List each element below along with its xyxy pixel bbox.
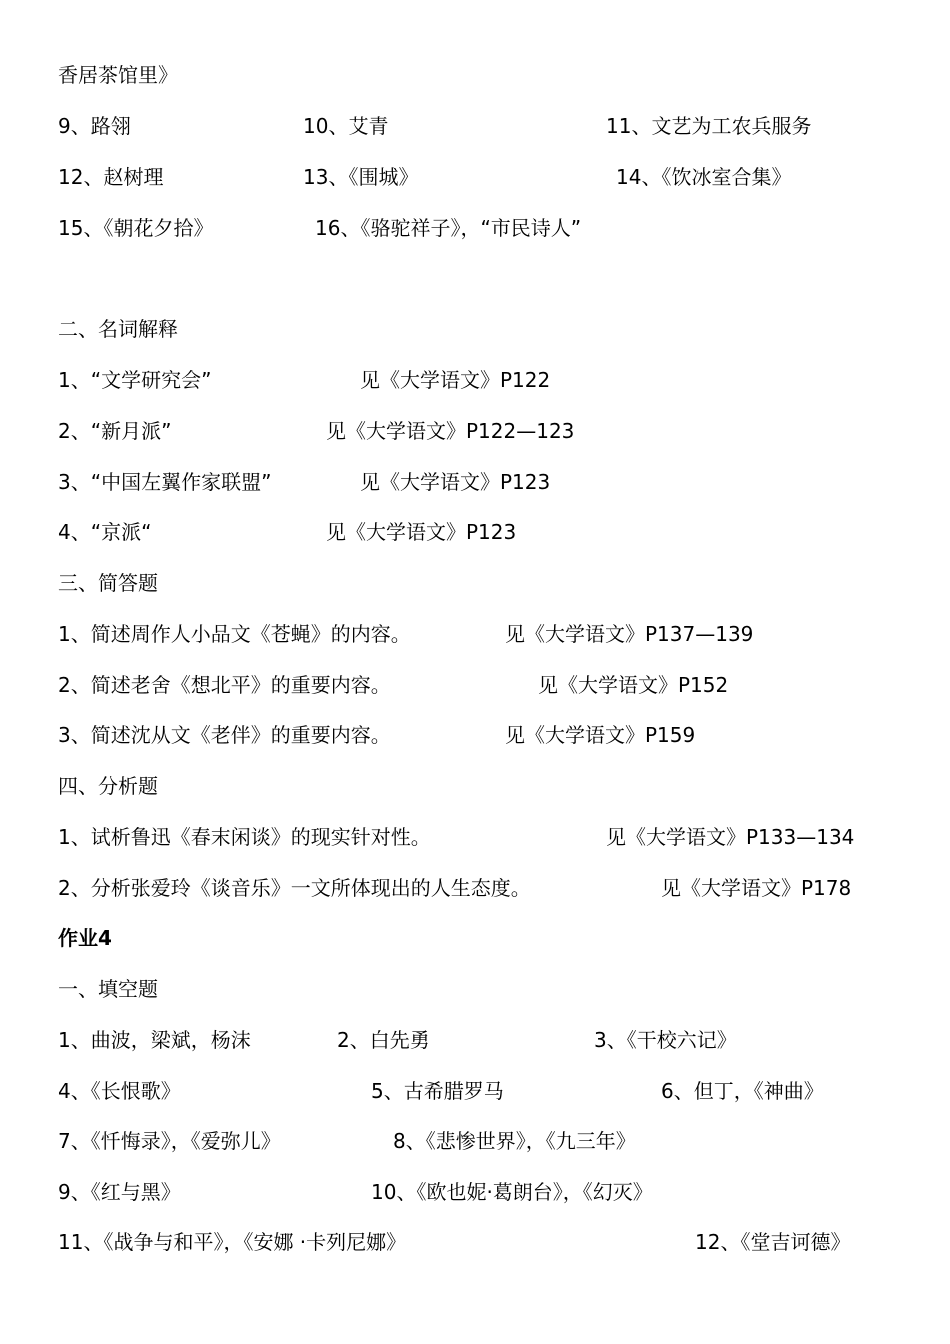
line-segment: 9、《红与黑》 <box>58 1180 181 1204</box>
line-segment: 3、《干校六记》 <box>594 1028 737 1052</box>
line-segment: 2、简述老舍《想北平》的重要内容。 <box>58 673 391 697</box>
line-segment: 2、白先勇 <box>337 1028 430 1052</box>
text-line <box>0 364 950 396</box>
line-segment: 11、文艺为工农兵服务 <box>606 114 812 138</box>
line-segment: 香居茶馆里》 <box>58 63 178 87</box>
line-segment: 13、《围城》 <box>303 165 419 189</box>
line-segment: 3、简述沈从文《老伴》的重要内容。 <box>58 723 391 747</box>
line-segment: 4、《长恨歌》 <box>58 1079 181 1103</box>
line-segment: 四、分析题 <box>58 774 158 798</box>
line-segment: 6、但丁，《神曲》 <box>661 1079 824 1103</box>
line-segment: 一、填空题 <box>58 977 158 1001</box>
line-segment: 见《大学语文》P159 <box>505 723 696 747</box>
line-segment: 12、赵树理 <box>58 165 164 189</box>
line-segment: 15、《朝花夕拾》 <box>58 216 214 240</box>
text-line <box>0 1176 950 1208</box>
text-line <box>0 1125 950 1157</box>
line-segment: 4、“京派“ <box>58 520 152 544</box>
line-segment: 1、曲波，梁斌，杨沫 <box>58 1028 251 1052</box>
line-segment: 作业4 <box>58 926 112 950</box>
line-segment: 16、《骆驼祥子》，“市民诗人” <box>315 216 582 240</box>
line-segment: 5、古希腊罗马 <box>371 1079 504 1103</box>
line-segment: 见《大学语文》P152 <box>538 673 729 697</box>
text-line <box>0 59 950 91</box>
line-segment: 见《大学语文》P133—134 <box>606 825 855 849</box>
line-segment: 1、“文学研究会” <box>58 368 212 392</box>
line-segment: 8、《悲惨世界》，《九三年》 <box>393 1129 636 1153</box>
line-segment: 二、名词解释 <box>58 317 178 341</box>
line-segment: 见《大学语文》P178 <box>661 876 852 900</box>
text-line <box>0 669 950 701</box>
line-segment: 10、《欧也妮·葛朗台》，《幻灭》 <box>371 1180 653 1204</box>
line-segment: 14、《饮冰室合集》 <box>616 165 792 189</box>
text-line <box>0 161 950 193</box>
text-line <box>0 719 950 751</box>
line-segment: 9、路翎 <box>58 114 131 138</box>
line-segment: 三、简答题 <box>58 571 158 595</box>
line-segment: 7、《忏悔录》，《爱弥儿》 <box>58 1129 281 1153</box>
line-segment: 1、试析鲁迅《春末闲谈》的现实针对性。 <box>58 825 431 849</box>
section-heading <box>0 973 950 1005</box>
text-line <box>0 821 950 853</box>
line-segment: 2、分析张爱玲《谈音乐》一文所体现出的人生态度。 <box>58 876 531 900</box>
assignment-title <box>0 922 950 954</box>
line-segment: 2、“新月派” <box>58 419 172 443</box>
line-segment: 1、简述周作人小品文《苍蝇》的内容。 <box>58 622 411 646</box>
text-line <box>0 872 950 904</box>
section-heading <box>0 313 950 345</box>
line-segment: 见《大学语文》P137—139 <box>505 622 754 646</box>
text-line <box>0 516 950 548</box>
line-segment: 3、“中国左翼作家联盟” <box>58 470 272 494</box>
section-heading <box>0 567 950 599</box>
line-segment: 见《大学语文》P122 <box>360 368 551 392</box>
text-line <box>0 1075 950 1107</box>
line-segment: 见《大学语文》P123 <box>326 520 517 544</box>
text-line <box>0 110 950 142</box>
text-line <box>0 212 950 244</box>
section-heading <box>0 770 950 802</box>
text-line <box>0 466 950 498</box>
line-segment: 见《大学语文》P122—123 <box>326 419 575 443</box>
text-line <box>0 1024 950 1056</box>
line-segment: 见《大学语文》P123 <box>360 470 551 494</box>
line-segment: 10、艾青 <box>303 114 389 138</box>
text-line <box>0 415 950 447</box>
text-line <box>0 618 950 650</box>
text-line <box>0 1226 950 1258</box>
line-segment: 11、《战争与和平》，《安娜 ·卡列尼娜》 <box>58 1230 407 1254</box>
line-segment: 12、《堂吉诃德》 <box>695 1230 851 1254</box>
